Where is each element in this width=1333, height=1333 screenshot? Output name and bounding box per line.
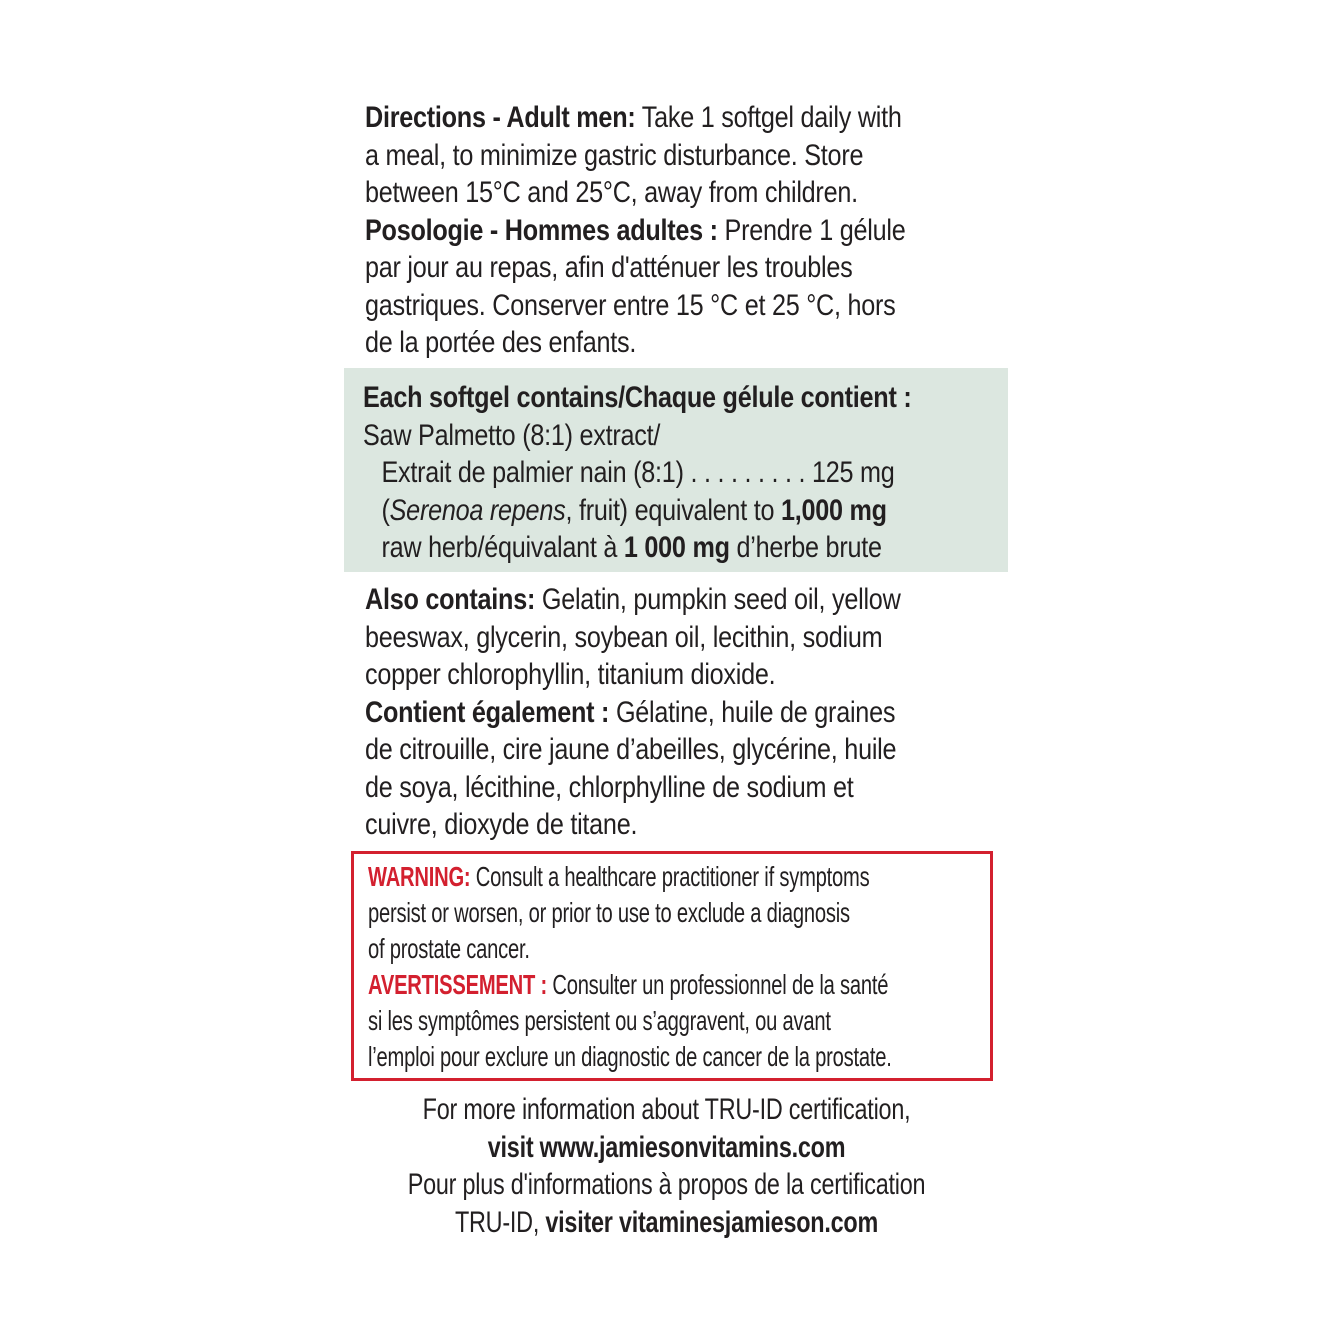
text-line xyxy=(365,249,1010,287)
text-segment: TRU-ID, xyxy=(454,1205,546,1239)
text-segment: WARNING: xyxy=(368,861,471,892)
text-segment: Gélatine, huile de graines xyxy=(609,695,896,729)
text-segment: Extrait de palmier nain (8:1) xyxy=(381,456,691,489)
text-line xyxy=(368,967,966,1003)
text-segment: a meal, to minimize gastric disturbance. Store xyxy=(365,138,864,172)
text-line xyxy=(365,806,1010,844)
medicinal-ingredients-text xyxy=(363,379,1018,567)
text-segment: 1 000 mg xyxy=(623,531,730,564)
text-line xyxy=(365,212,1010,250)
text-segment: For more information about TRU-ID certification, xyxy=(422,1093,911,1126)
text-segment: of prostate cancer. xyxy=(368,933,530,964)
text-line xyxy=(365,694,1010,732)
text-segment: Also contains: xyxy=(365,583,536,616)
text-segment: beeswax, glycerin, soybean oil, lecithin, sodium xyxy=(365,620,883,654)
text-line xyxy=(365,656,1010,694)
text-segment: between 15°C and 25°C, away from children. xyxy=(365,176,858,209)
text-segment: Consulter un professionnel de la santé xyxy=(546,969,889,1000)
text-segment: ( xyxy=(381,493,390,527)
text-segment: , fruit) equivalent to xyxy=(565,493,781,527)
text-line xyxy=(365,581,1010,619)
text-segment: d’herbe brute xyxy=(729,531,882,564)
text-line xyxy=(365,619,1010,657)
text-segment: 125 mg xyxy=(811,456,895,489)
warning-box xyxy=(351,851,993,1081)
text-line xyxy=(0,1129,1333,1167)
text-segment: Posologie - Hommes adultes : xyxy=(365,213,718,247)
text-segment: Take 1 softgel daily with xyxy=(635,101,902,134)
text-segment: si les symptômes persistent ou s’aggravent, ou avant xyxy=(368,1005,831,1036)
text-line xyxy=(363,379,1018,417)
text-segment: gastriques. Conserver entre 15 °C et 25 °C, hors xyxy=(365,288,896,322)
text-line xyxy=(365,287,1010,325)
text-line xyxy=(368,895,966,931)
directions-section xyxy=(365,99,1133,362)
text-segment: Directions - Adult men: xyxy=(365,101,636,134)
text-segment: persist or worsen, or prior to use to exclude a diagnosis xyxy=(368,897,850,928)
text-line xyxy=(365,99,1010,137)
certification-footer xyxy=(0,1091,1333,1241)
text-segment: AVERTISSEMENT : xyxy=(368,969,547,1000)
text-segment: de soya, lécithine, chlorphylline de sodium et xyxy=(365,770,854,804)
text-line xyxy=(365,324,1010,362)
text-segment: Each softgel contains/Chaque gélule contient : xyxy=(363,381,912,414)
directions-text xyxy=(365,99,1010,362)
text-line xyxy=(0,1204,1333,1242)
warning-text xyxy=(368,859,966,1075)
text-segment: Gelatin, pumpkin seed oil, yellow xyxy=(535,583,901,616)
text-segment: cuivre, dioxyde de titane. xyxy=(365,808,638,841)
text-line xyxy=(368,931,966,967)
text-line xyxy=(381,529,1018,567)
text-segment: raw herb/équivalant à xyxy=(381,531,624,564)
text-line xyxy=(368,859,966,895)
text-segment: de la portée des enfants. xyxy=(365,326,637,359)
text-line xyxy=(365,769,1010,807)
text-segment: Serenoa repens xyxy=(389,493,566,527)
certification-footer-text xyxy=(0,1091,1333,1241)
text-segment: . . . . . . . . . xyxy=(690,456,812,489)
text-segment: Saw Palmetto (8:1) extract/ xyxy=(363,418,661,452)
text-line xyxy=(368,1003,966,1039)
text-segment: Pour plus d'informations à propos de la certification xyxy=(407,1168,926,1201)
text-segment: l’emploi pour exclure un diagnostic de cancer de la prostate. xyxy=(368,1041,892,1072)
text-segment: par jour au repas, afin d'atténuer les troubles xyxy=(365,251,853,284)
text-line xyxy=(368,1039,966,1075)
text-line xyxy=(381,492,1018,530)
medicinal-ingredients-panel xyxy=(344,368,1008,572)
text-segment: Contient également : xyxy=(365,695,610,729)
text-segment: Prendre 1 gélule xyxy=(717,213,906,247)
text-segment: visit www.jamiesonvitamins.com xyxy=(487,1130,846,1164)
text-segment: copper chlorophyllin, titanium dioxide. xyxy=(365,658,776,691)
text-line xyxy=(365,174,1010,212)
text-line xyxy=(365,137,1010,175)
text-line xyxy=(0,1091,1333,1129)
text-segment: Consult a healthcare practitioner if symptoms xyxy=(470,861,870,892)
non-medicinal-ingredients-section xyxy=(365,581,1133,844)
text-line xyxy=(363,417,1018,455)
text-line xyxy=(0,1166,1333,1204)
non-medicinal-ingredients-text xyxy=(365,581,1010,844)
text-line xyxy=(381,454,1018,492)
text-segment: visiter vitaminesjamieson.com xyxy=(545,1205,879,1239)
text-segment: de citrouille, cire jaune d’abeilles, glycérine, huile xyxy=(365,733,897,766)
text-segment: 1,000 mg xyxy=(780,493,887,527)
text-line xyxy=(365,731,1010,769)
